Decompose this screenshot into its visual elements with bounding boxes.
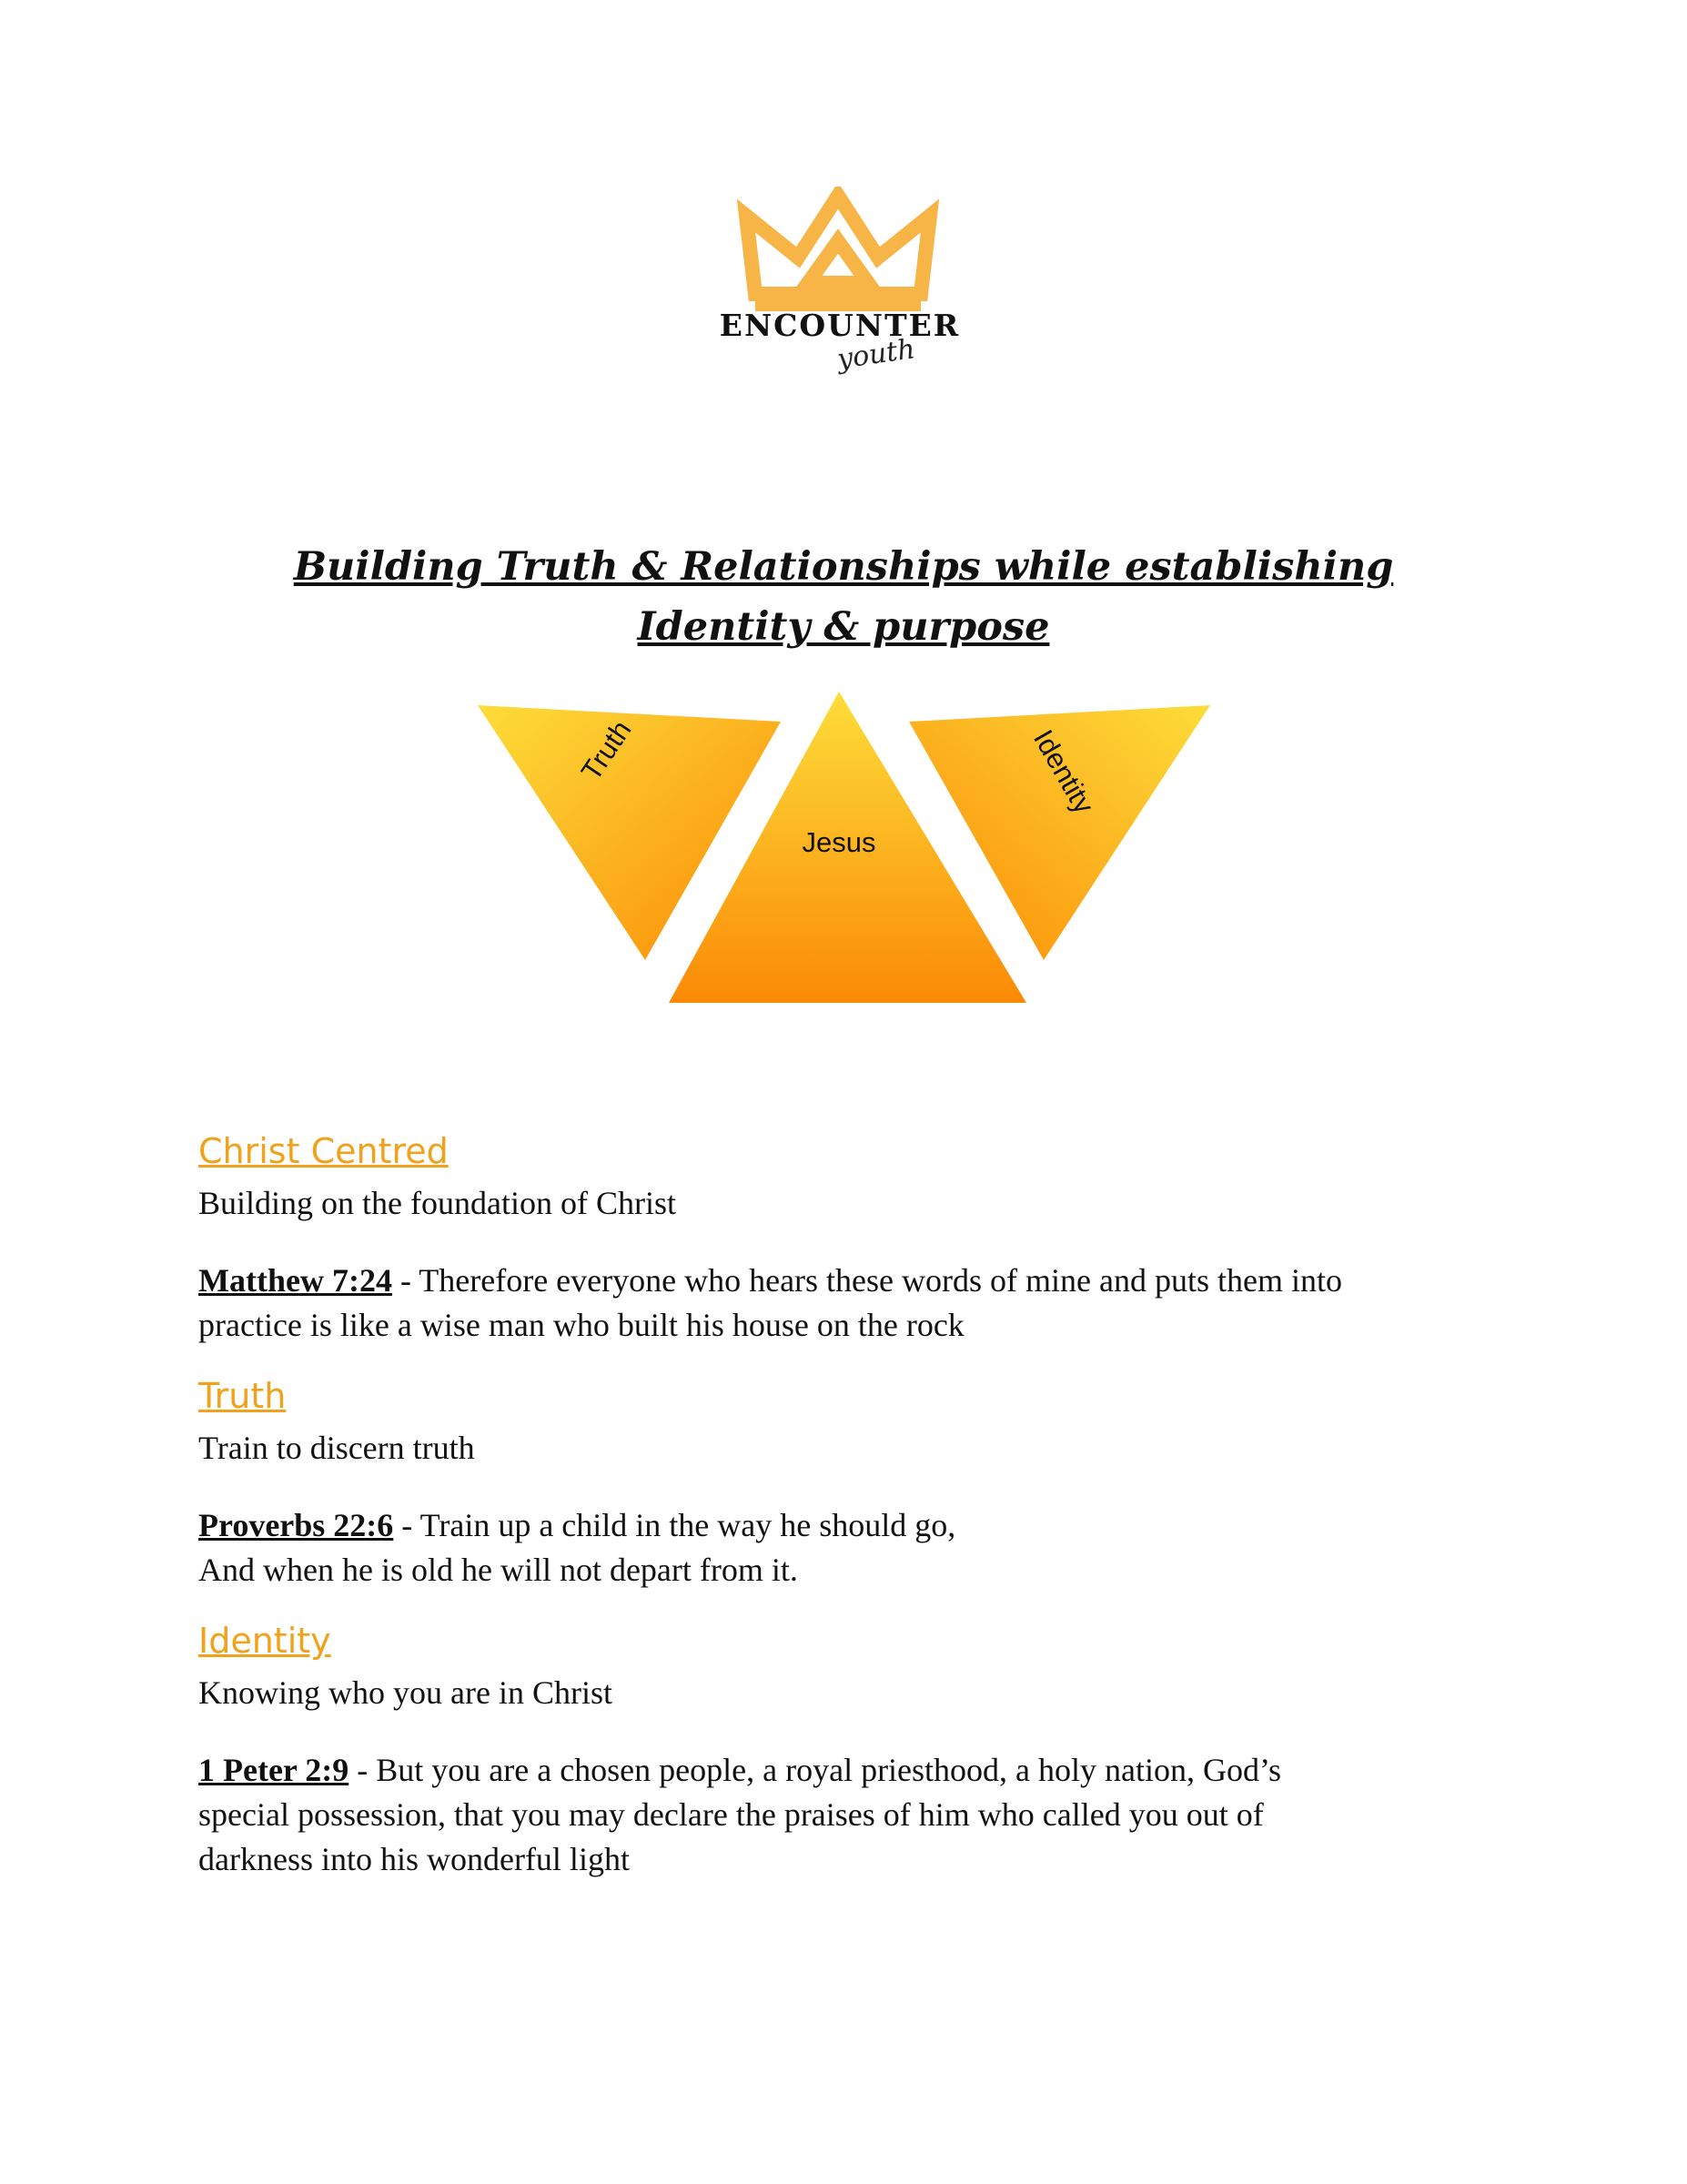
scripture-reference: 1 Peter 2:9 bbox=[198, 1752, 349, 1788]
section-identity bbox=[198, 1618, 1509, 1882]
verse-line: - Therefore everyone who hears these words of mine and puts them into bbox=[399, 1262, 1342, 1299]
verse-line: darkness into his wonderful light bbox=[198, 1841, 630, 1877]
section-heading: Identity bbox=[198, 1621, 331, 1661]
brand-subtitle: youth bbox=[834, 333, 917, 376]
verse-paragraph bbox=[198, 1748, 1509, 1882]
title-line-2: Identity & purpose bbox=[637, 604, 1050, 650]
label-truth: Truth bbox=[574, 714, 638, 786]
scripture-reference: Matthew 7:24 bbox=[198, 1262, 392, 1299]
section-heading: Christ Centred bbox=[198, 1131, 449, 1171]
label-jesus: Jesus bbox=[802, 826, 876, 858]
page-title bbox=[273, 537, 1414, 657]
verse-line: special possession, that you may declare the praises of him who called you out of bbox=[198, 1796, 1264, 1833]
verse-line: - But you are a chosen people, a royal priesthood, a holy nation, God’s bbox=[357, 1752, 1282, 1788]
section-christ-centred bbox=[198, 1128, 1509, 1348]
section-summary: Building on the foundation of Christ bbox=[198, 1185, 676, 1221]
verse-line: practice is like a wise man who built his house on the rock bbox=[198, 1307, 965, 1343]
section-summary: Train to discern truth bbox=[198, 1430, 475, 1466]
scripture-reference: Proverbs 22:6 bbox=[198, 1507, 394, 1543]
section-truth bbox=[198, 1373, 1509, 1592]
verse-paragraph bbox=[198, 1503, 1509, 1592]
title-line-1: Building Truth & Relationships while establishing bbox=[293, 544, 1394, 590]
content bbox=[198, 1128, 1509, 1882]
crown-icon bbox=[710, 187, 965, 314]
verse-paragraph bbox=[198, 1259, 1509, 1348]
section-heading: Truth bbox=[198, 1376, 287, 1416]
encounter-logo bbox=[710, 187, 965, 405]
section-summary: Knowing who you are in Christ bbox=[198, 1674, 612, 1711]
triangle-diagram bbox=[469, 682, 1224, 1010]
verse-line: - Train up a child in the way he should go, bbox=[401, 1507, 956, 1543]
verse-line: And when he is old he will not depart from it. bbox=[198, 1552, 798, 1588]
label-identity: Identity bbox=[1026, 724, 1101, 820]
brand-name: ENCOUNTER bbox=[719, 308, 961, 343]
